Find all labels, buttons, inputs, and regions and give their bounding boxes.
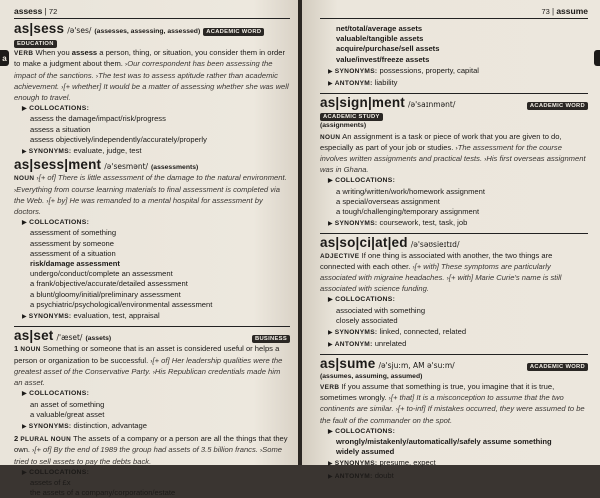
synonyms-label: SYNONYMS:	[334, 329, 378, 337]
definition: When you assess a person, thing, or situation, you consider them in order to make a judgment about them.	[14, 48, 285, 69]
example: [+ with] Marie Curie's name is still associated with science funding.	[320, 273, 562, 294]
collocations-heading: ▶ COLLOCATIONS:	[22, 390, 90, 398]
thumb-index-tab[interactable]	[594, 50, 600, 66]
sense-number: 2	[14, 434, 19, 444]
antonym-label: ANTONYM:	[334, 80, 373, 88]
entry-assessment: as|sess|ment /ə'sesmənt/ (assessments) NOUN ›[+ of] There is little assessment of the damage to the natural environment. ›Everything from course learning materials to final assessment is completed via the Web. ›[+ by] He was remanded to a mental hospital for assessment by doctors. ▶ COLLOCATIONS: assessment of something assessment by someone assessment of a situation risk/damage assessment undergo/conduct/complete an assessment a frank/objective/accurate/detailed assessment a blunt/gloomy/initial/preliminary assessment a psychiatric/psychological/environmental assessment ▶ SYNONYMS: evaluation, test, appraisal	[14, 160, 290, 322]
page-number: 73	[541, 7, 550, 17]
badge-education: EDUCATION	[14, 40, 57, 48]
pronunciation: /ə'sesmənt/	[104, 162, 149, 172]
inflections: (assignments)	[320, 122, 367, 130]
thumb-letter: a	[2, 53, 7, 63]
pronunciation: /ə'səʊsieɪtɪd/	[410, 240, 460, 250]
collocations-heading: ▶ COLLOCATIONS:	[328, 296, 396, 304]
example: [+ with] These symptoms are particularly associated with migraine headaches.	[320, 261, 551, 283]
collocations-heading: ▶ COLLOCATIONS:	[328, 427, 396, 435]
inflections: (assessments)	[151, 164, 199, 172]
synonyms: possessions, property, capital	[379, 65, 479, 75]
synonyms: coursework, test, task, job	[379, 218, 468, 228]
collocation: a frank/objective/accurate/detailed assessment	[30, 279, 188, 289]
collocation: an asset of something	[30, 399, 105, 409]
entry-associated: as|so|ci|at|ed /ə'səʊsieɪtɪd/ ADJECTIVE If one thing is associated with another, the two things are connected with each other. ›[+ with] These symptoms are particularly associated with migraine headaches. ›[+ with] Marie Curie's name is still associated with science funding. ▶ COLLOCATIONS: associated with something closely associated ▶ SYNONYMS: linked, connected, related ▶ ANTONYM: unrelated	[320, 233, 588, 350]
synonyms: presume, expect	[379, 458, 436, 468]
right-page	[302, 0, 600, 480]
thumb-index-tab[interactable]	[0, 50, 9, 66]
example: [+ by] He was remanded to a mental hospital for assessment by doctors.	[14, 195, 263, 217]
example: [+ of] Her leadership qualities were the greatest asset of the Conservative Party.	[14, 355, 283, 376]
collocation: the assets of a company/corporation/estate	[30, 488, 176, 498]
example: Our correspondent has been assessing the impact of the sanctions.	[14, 59, 273, 80]
example: Some tried to sell assets to pay the debts back.	[14, 445, 283, 466]
pronunciation: /ə'sju:m, AM ə'su:m/	[378, 361, 455, 371]
entry-assignment: as|sign|ment /ə'saɪnmənt/ ACADEMIC WORD ACADEMIC STUDY (assignments) NOUN An assignment is a task or piece of work that you are given to do, especially as part of your job or studies. ›The assessment for the course involves written assignments and practical tests. ›His first overseas assignment was in Ghana. ▶ COLLOCATIONS: a writing/written/work/homework assignment a special/overseas assignment a tough/challenging/temporary assignment ▶ SYNONYMS: coursework, test, task, job	[320, 93, 588, 229]
definition: If you assume that something is true, you imagine that it is true, sometimes wrongly.	[320, 381, 555, 403]
entry-asset: as|set /'æset/ (assets) BUSINESS 1 NOUN Something or someone that is an asset is considered useful or helps a person or organization to be successful. ›[+ of] Her leadership qualities were the greatest asset of the Conservative Party. ›His Republican credentials made him an asset. ▶ COLLOCATIONS: an asset of something a valuable/great asset ▶ SYNONYMS: distinction, advantage 2 PLURAL NOUN The assets of a company or a person are all the things that they own. ›[+ of] By the end of 1989 the group had assets of 3.5 billion francs. ›Some tried to sell assets to pay the debts back. ▶ COLLOCATIONS: assets of £x the assets of a company/corporation/estate	[14, 326, 290, 498]
collocation: acquire/purchase/sell assets	[336, 44, 440, 54]
collocation: a blunt/gloomy/initial/preliminary assessment	[30, 289, 181, 299]
definition: If one thing is associated with another, the two things are connected with each other.	[320, 250, 553, 271]
synonyms-label: SYNONYMS:	[28, 313, 72, 321]
collocations-heading: ▶ COLLOCATIONS:	[328, 177, 396, 185]
part-of-speech: NOUN	[20, 346, 41, 354]
part-of-speech: PLURAL NOUN	[20, 436, 72, 444]
synonyms: evaluate, judge, test	[73, 146, 142, 156]
collocation: value/invest/freeze assets	[336, 54, 430, 64]
synonyms-label: SYNONYMS:	[334, 220, 378, 228]
antonym: unrelated	[374, 339, 407, 349]
synonyms-label: SYNONYMS:	[28, 148, 72, 156]
running-header-left: assess | 72	[14, 6, 290, 19]
example: [+ of] By the end of 1989 the group had assets of 3.5 billion francs.	[34, 445, 258, 455]
synonyms: evaluation, test, appraisal	[73, 311, 160, 321]
badge-business: BUSINESS	[252, 335, 290, 343]
headword: as|sume	[320, 356, 376, 372]
example: Everything from course learning materials to final assessment is completed via the Web.	[14, 184, 280, 205]
part-of-speech: VERB	[14, 50, 34, 58]
collocation: assess the damage/impact/risk/progress	[30, 114, 166, 124]
asset-continuation: net/total/average assets valuable/tangible assets acquire/purchase/sell assets value/invest/freeze assets ▶ SYNONYMS: possessions, property, capital ▶ ANTONYM: liability	[320, 24, 588, 89]
example: The assessment for the course involves written assignments and practical tests.	[320, 142, 562, 164]
headword: as|set	[14, 328, 54, 344]
synonyms: distinction, advantage	[73, 420, 147, 430]
collocation: a tough/challenging/temporary assignment	[336, 207, 480, 217]
headword: as|sess|ment	[14, 157, 102, 173]
running-header-right: 73 | assume	[320, 6, 588, 19]
sense-number: 1	[14, 344, 19, 354]
collocation: assessment of a situation	[30, 248, 116, 258]
definition: The assets of a company or a person are all the things that they own.	[14, 434, 288, 455]
badge-academic-study: ACADEMIC STUDY	[320, 113, 383, 121]
collocation: assets of £x	[30, 477, 71, 487]
collocation: undergo/conduct/complete an assessment	[30, 269, 173, 279]
example: The test was to assess aptitude rather than academic achievement.	[14, 70, 278, 91]
synonyms-label: SYNONYMS:	[334, 460, 378, 468]
antonym: liability	[374, 78, 398, 88]
badge-academic-word: ACADEMIC WORD	[527, 363, 588, 371]
collocations-heading: ▶ COLLOCATIONS:	[22, 105, 90, 113]
part-of-speech: NOUN	[14, 175, 35, 183]
inflections: (assesses, assessing, assessed)	[94, 28, 201, 35]
collocation: assess objectively/independently/accurately/properly	[30, 134, 207, 144]
entry-assess: as|sess /ə'ses/ (assesses, assessing, assessed) ACADEMIC WORD EDUCATION VERB When you assess a person, thing, or situation, you consider them in order to make a judgment about them. ›Our correspondent has been assessing the impact of the sanctions. ›The test was to assess aptitude rather than academic achievement. ›[+ whether] It would be a matter of assessing whether she was well enough to travel. ▶ COLLOCATIONS: assess the damage/impact/risk/progress assess a situation assess objectively/independently/accurately/properly ▶ SYNONYMS: evaluate, judge, test	[14, 21, 289, 156]
collocations-heading: ▶ COLLOCATIONS:	[22, 219, 90, 227]
running-head-word: assess	[14, 6, 43, 17]
synonyms-label: SYNONYMS:	[334, 67, 378, 75]
collocation: associated with something	[336, 305, 426, 315]
left-page	[0, 0, 298, 498]
example: [+ to-inf] If mistakes occurred, they were assumed to be the fault of the commander on the spot.	[320, 404, 585, 425]
part-of-speech: NOUN	[320, 133, 341, 141]
badge-academic-word: ACADEMIC WORD	[203, 28, 264, 36]
pronunciation: /ə'ses/	[67, 26, 92, 35]
collocation: widely assumed	[336, 447, 395, 457]
antonym: doubt	[374, 470, 394, 480]
entry-assume: as|sume /ə'sju:m, AM ə'su:m/ ACADEMIC WORD (assumes, assuming, assumed) VERB If you assume that something is true, you imagine that it is true, sometimes wrongly. ›[+ that] It is a misconception to assume that the two continents are similar. ›[+ to-inf] If mistakes occurred, they were assumed to be the fault of the commander on the spot. ▶ COLLOCATIONS: wrongly/mistakenly/automatically/safely assume something widely assumed ▶ SYNONYMS: presume, expect ▶ ANTONYM: doubt	[320, 354, 588, 481]
definition: Something or someone that is an asset is considered useful or helps a person or organization to be successful.	[14, 344, 280, 365]
collocation: a special/overseas assignment	[336, 196, 440, 206]
collocation: risk/damage assessment	[30, 259, 120, 269]
collocation: a writing/written/work/homework assignment	[336, 186, 485, 196]
collocation: assess a situation	[30, 124, 91, 134]
example: [+ of] There is little assessment of the damage to the natural environment.	[38, 173, 287, 183]
antonym-label: ANTONYM:	[334, 341, 373, 349]
collocation: a valuable/great asset	[30, 409, 105, 419]
headword: as|sess	[14, 21, 65, 36]
collocation: valuable/tangible assets	[336, 34, 424, 44]
example: [+ whether] It would be a matter of assessing whether she was well enough to travel.	[14, 81, 289, 103]
definition: An assignment is a task or piece of work that you are given to do, especially as part of your job or studies.	[320, 131, 562, 152]
collocation: assessment by someone	[30, 238, 114, 248]
headword: as|so|ci|at|ed	[320, 235, 408, 251]
synonyms-label: SYNONYMS:	[28, 422, 72, 430]
part-of-speech: ADJECTIVE	[320, 252, 360, 260]
collocation: a psychiatric/psychological/environmental assessment	[30, 299, 213, 309]
pronunciation: /'æset/	[56, 333, 83, 343]
inflections: (assumes, assuming, assumed)	[320, 372, 423, 380]
collocation: net/total/average assets	[336, 24, 423, 33]
synonyms: linked, connected, related	[379, 327, 467, 337]
antonym-label: ANTONYM:	[334, 472, 373, 480]
inflections: (assets)	[85, 335, 112, 343]
collocation: wrongly/mistakenly/automatically/safely assume something	[336, 436, 552, 446]
example: His Republican credentials made him an asset.	[14, 366, 281, 388]
example: [+ that] It is a misconception to assume that the two continents are similar.	[320, 393, 564, 414]
example: His first overseas assignment was in Ghana.	[320, 154, 586, 175]
collocations-heading: ▶ COLLOCATIONS:	[22, 468, 90, 476]
badge-academic-word: ACADEMIC WORD	[527, 102, 588, 110]
part-of-speech: VERB	[320, 383, 340, 391]
page-number: 72	[48, 7, 58, 17]
collocation: assessment of something	[30, 228, 117, 238]
headword: as|sign|ment	[320, 95, 405, 111]
running-head-word: assume	[556, 6, 588, 17]
pronunciation: /ə'saɪnmənt/	[407, 100, 456, 110]
collocation: closely associated	[336, 315, 398, 325]
